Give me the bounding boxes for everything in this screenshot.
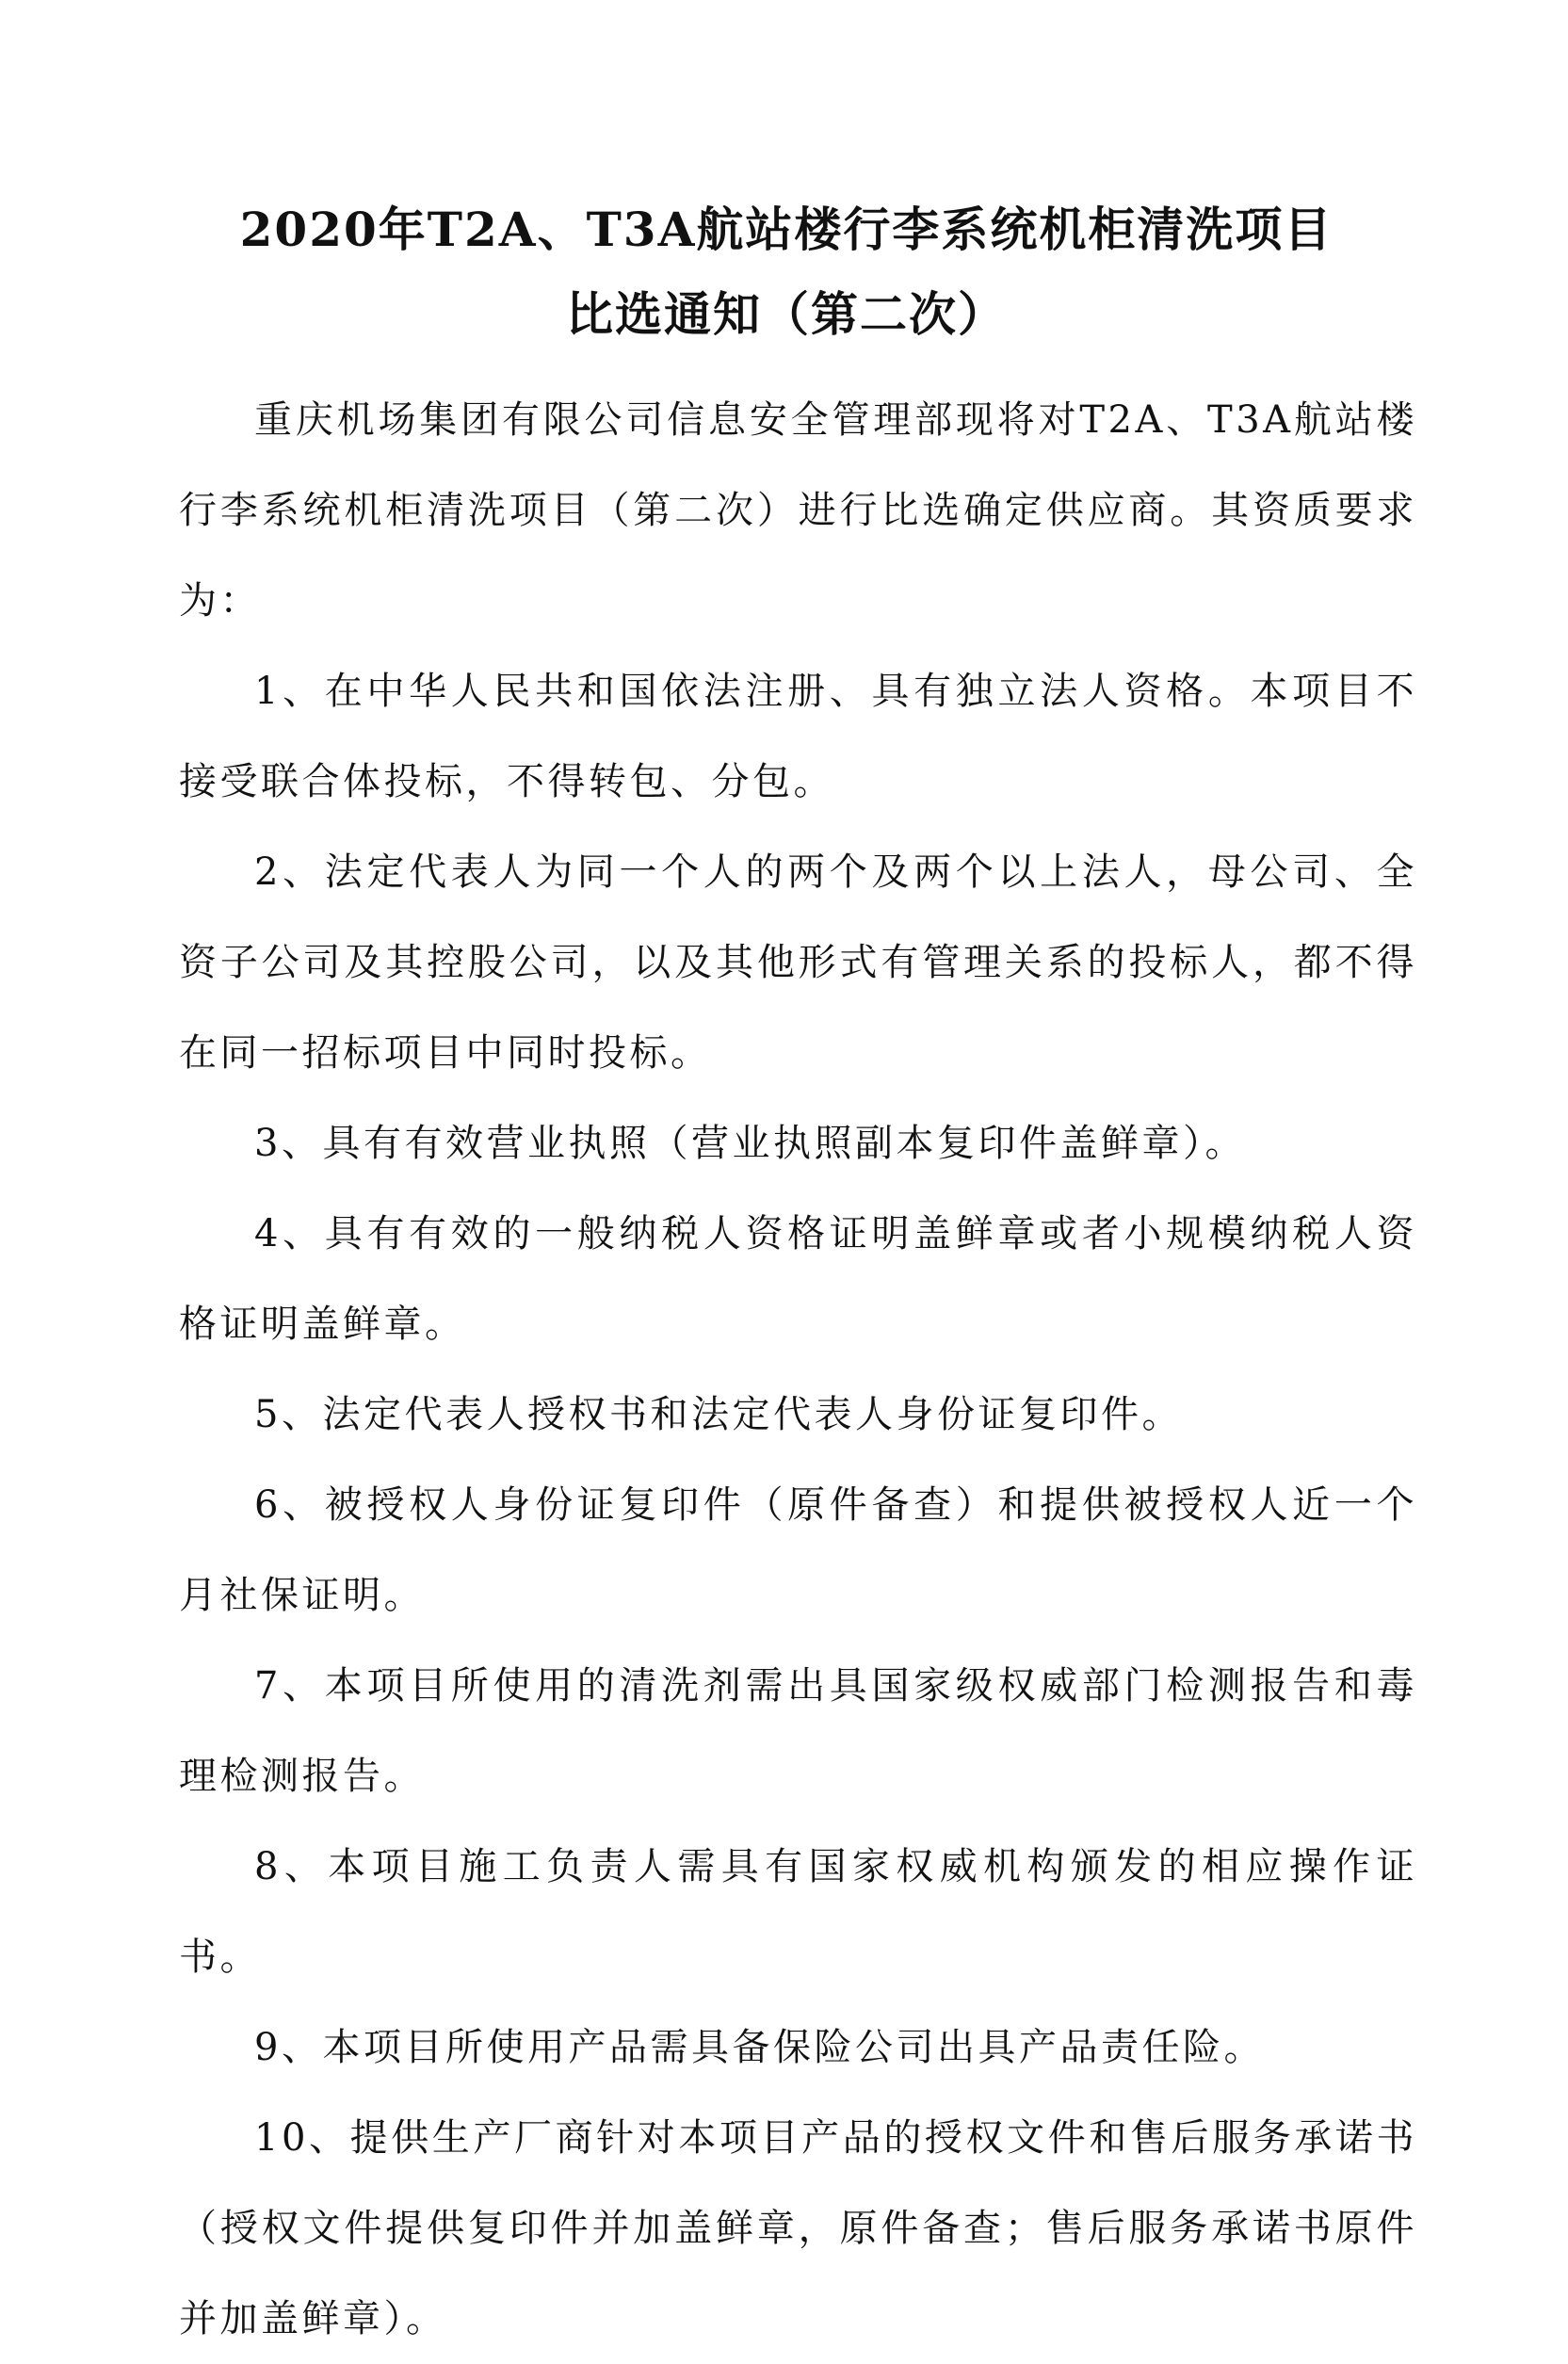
document-title-line2: 比选通知（第二次） [566, 286, 1007, 342]
requirement-item-9: 9、本项目所使用产品需具备保险公司出具产品责任险。 [254, 2026, 1265, 2069]
document-body [179, 375, 1417, 2364]
requirement-item-7: 7、本项目所使用的清洗剂需出具国家级权威部门检测报告和毒理检测报告。 [179, 1664, 1417, 1798]
requirement-item-3: 3、具有有效营业执照（营业执照副本复印件盖鲜章）。 [254, 1122, 1246, 1165]
requirement-item-1: 1、在中华人民共和国依法注册、具有独立法人资格。本项目不接受联合体投标，不得转包、分包。 [179, 670, 1417, 803]
requirement-item-2: 2、法定代表人为同一个人的两个及两个以上法人，母公司、全资子公司及其控股公司，以及其他形式有管理关系的投标人，都不得在同一招标项目中同时投标。 [179, 850, 1417, 1075]
requirement-item-4: 4、具有有效的一般纳税人资格证明盖鲜章或者小规模纳税人资格证明盖鲜章。 [179, 1212, 1417, 1346]
requirement-item-10: 10、提供生产厂商针对本项目产品的授权文件和售后服务承诺书（授权文件提供复印件并加盖鲜章，原件备查；售后服务承诺书原件并加盖鲜章）。 [179, 2116, 1417, 2340]
requirement-item-8: 8、本项目施工负责人需具有国家权威机构颁发的相应操作证书。 [179, 1845, 1417, 1979]
requirement-item-6: 6、被授权人身份证复印件（原件备查）和提供被授权人近一个月社保证明。 [179, 1483, 1417, 1617]
document-title-line1: 2020年T2A、T3A航站楼行李系统机柜清洗项目 [239, 202, 1334, 257]
intro-paragraph: 重庆机场集团有限公司信息安全管理部现将对T2A、T3A航站楼行李系统机柜清洗项目（第二次）进行比选确定供应商。其资质要求为： [179, 398, 1417, 623]
requirement-item-5: 5、法定代表人授权书和法定代表人身份证复印件。 [254, 1393, 1183, 1436]
